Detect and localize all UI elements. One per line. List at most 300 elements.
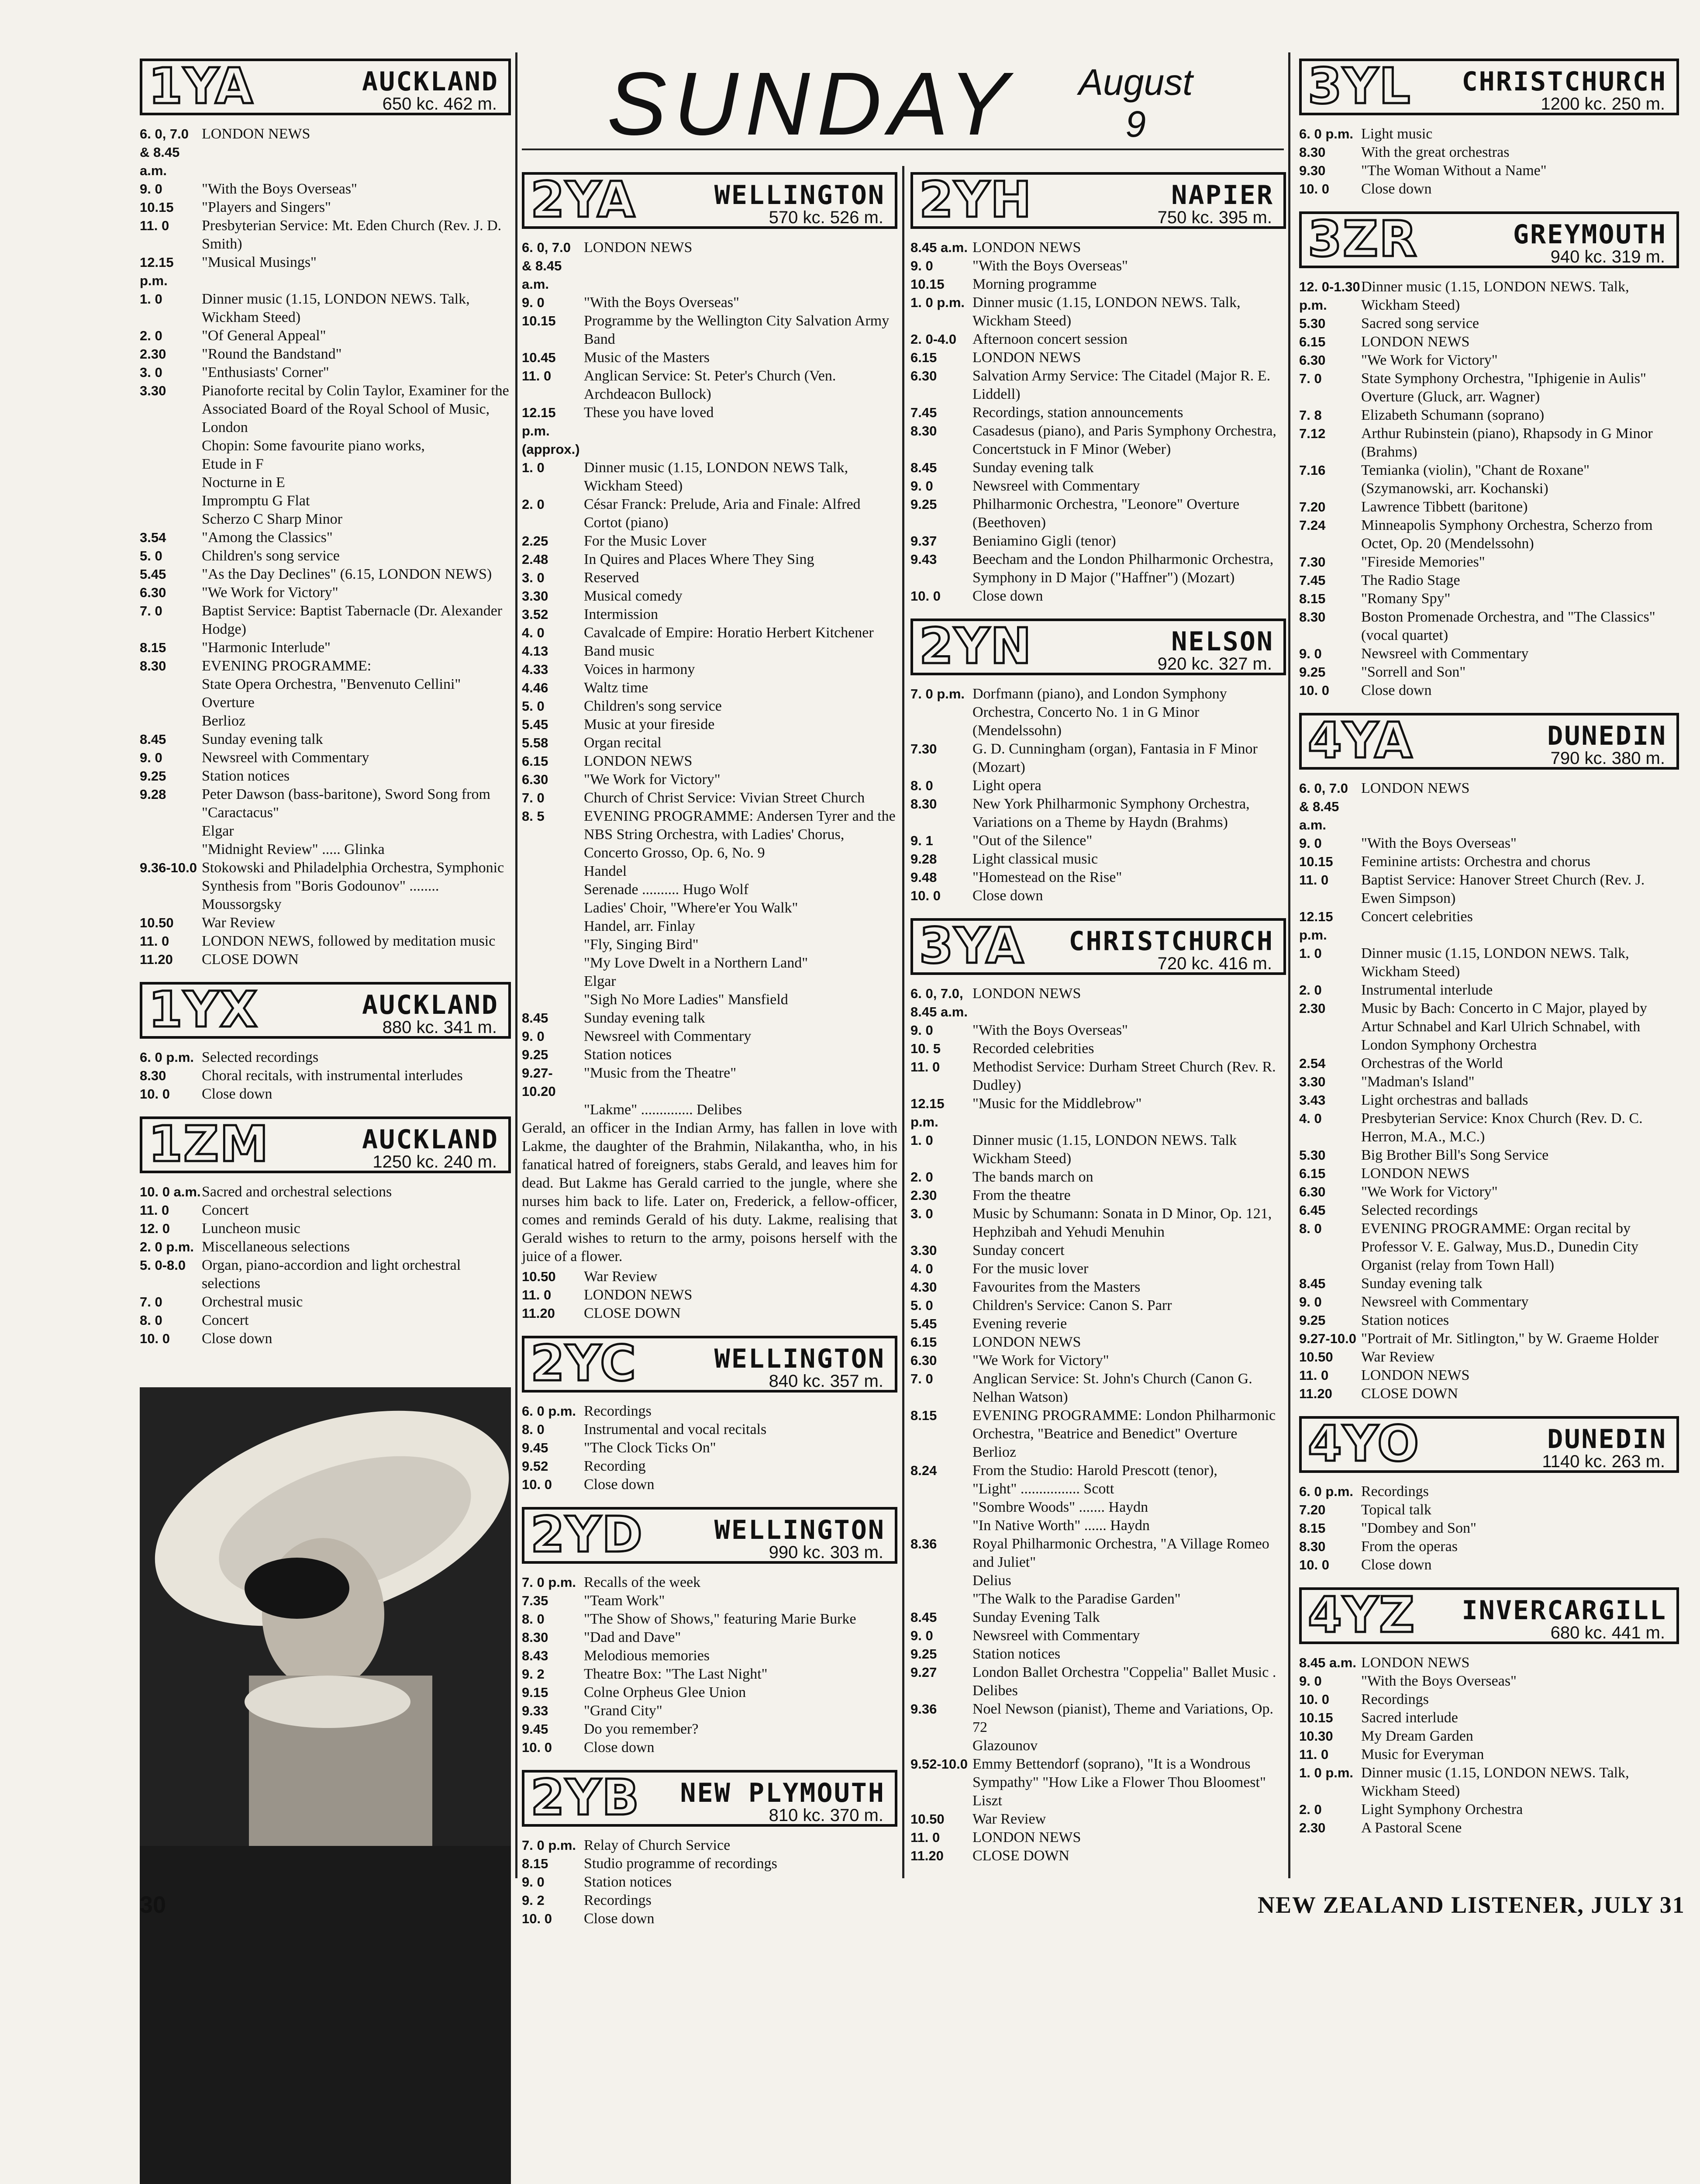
schedule-time: 10. 0 <box>910 588 941 604</box>
schedule-item <box>910 1462 1286 1480</box>
schedule-time: 7.20 <box>1299 499 1326 515</box>
schedule-time: 9. 0 <box>910 1628 933 1643</box>
schedule-time <box>910 1737 972 1755</box>
schedule-time: 8.30 <box>522 1630 548 1645</box>
schedule-time: 3.43 <box>1299 1092 1326 1108</box>
schedule-item <box>522 1268 897 1286</box>
schedule-programme: For the Music Lover <box>584 533 707 549</box>
schedule-item <box>140 1085 511 1103</box>
schedule-time: 6.15 <box>522 753 548 769</box>
schedule-item <box>910 294 1286 330</box>
schedule-time: 9. 0 <box>140 750 162 765</box>
schedule-item <box>1299 681 1679 700</box>
schedule-item <box>522 752 897 771</box>
station-header-1ya <box>140 59 511 115</box>
schedule-programme: "In Native Worth" ...... Haydn <box>972 1517 1150 1534</box>
schedule-3ya <box>910 985 1286 1865</box>
schedule-programme: Recalls of the week <box>584 1574 701 1590</box>
schedule-2yh <box>910 238 1286 605</box>
schedule-item <box>910 1021 1286 1040</box>
schedule-item <box>522 605 897 624</box>
schedule-programme: Chopin: Some favourite piano works, <box>202 438 425 454</box>
schedule-programme: LONDON NEWS <box>1361 1367 1470 1383</box>
schedule-programme: Etude in F <box>202 456 264 472</box>
schedule-time: 6.15 <box>1299 1166 1326 1181</box>
schedule-programme: Liszt <box>972 1793 1002 1809</box>
schedule-programme: Sacred song service <box>1361 315 1479 332</box>
schedule-programme: Music by Bach: Concerto in C Major, played by Artur Schnabel and Karl Ulrich Schnabel, with London Symphony Orchestra <box>1361 1000 1647 1053</box>
schedule-item <box>1299 498 1679 516</box>
column-1 <box>140 52 511 2184</box>
schedule-programme: Elizabeth Schumann (soprano) <box>1361 407 1545 423</box>
schedule-programme: LONDON NEWS <box>1361 780 1470 796</box>
schedule-item <box>522 459 897 495</box>
schedule-programme: Salvation Army Service: The Citadel (Major R. E. Liddell) <box>972 368 1271 402</box>
schedule-time: 4. 0 <box>1299 1111 1322 1126</box>
callsign-logo: 2YD <box>531 1507 643 1563</box>
schedule-item <box>910 685 1286 740</box>
schedule-time: 9.43 <box>910 552 937 567</box>
schedule-time <box>140 492 202 510</box>
schedule-item <box>522 1910 897 1928</box>
callsign-logo: 3YL <box>1308 58 1411 115</box>
schedule-item <box>140 565 511 584</box>
schedule-time: 8.30 <box>140 1068 166 1083</box>
publication-footer: NEW ZEALAND LISTENER, JULY 31 <box>1258 1892 1685 1918</box>
schedule-2ya-end <box>522 1268 897 1323</box>
schedule-time: 10.15 <box>522 313 556 328</box>
schedule-programme: EVENING PROGRAMME: Organ recital by Professor V. E. Galway, Mus.D., Dunedin City Organist (relay from Town Hall) <box>1361 1220 1638 1273</box>
schedule-programme: Station notices <box>972 1646 1061 1662</box>
schedule-time: 12.15 p.m. (approx.) <box>522 405 580 457</box>
schedule-programme: My Dream Garden <box>1361 1728 1473 1744</box>
schedule-programme: Favourites from the Masters <box>972 1279 1141 1295</box>
schedule-time: 9. 0 <box>522 295 545 310</box>
schedule-4yo <box>1299 1482 1679 1574</box>
schedule-programme: LONDON NEWS <box>202 126 310 142</box>
schedule-programme: LONDON NEWS <box>972 239 1081 256</box>
schedule-time: 8. 0 <box>910 778 933 793</box>
schedule-programme: Newsreel with Commentary <box>972 1628 1140 1644</box>
schedule-programme: The Radio Stage <box>1361 572 1460 588</box>
schedule-programme: Recordings <box>584 1403 652 1419</box>
schedule-programme: In Quires and Places Where They Sing <box>584 551 814 567</box>
schedule-item <box>522 1439 897 1457</box>
schedule-2yn <box>910 685 1286 905</box>
schedule-item <box>522 1665 897 1683</box>
station-city: CHRISTCHURCH <box>1069 926 1274 957</box>
schedule-programme: "Dad and Dave" <box>584 1629 681 1645</box>
schedule-item <box>522 404 897 459</box>
schedule-item <box>1299 908 1679 944</box>
schedule-1yx <box>140 1048 511 1103</box>
schedule-time: 10.15 <box>910 276 945 292</box>
schedule-item <box>522 1476 897 1494</box>
schedule-programme: Intermission <box>584 606 658 622</box>
schedule-time: 9.36 <box>910 1701 937 1717</box>
schedule-time: 10. 0 <box>1299 1692 1329 1707</box>
schedule-item <box>1299 1330 1679 1348</box>
schedule-item <box>522 660 897 679</box>
schedule-item <box>1299 1538 1679 1556</box>
schedule-item <box>140 382 511 437</box>
schedule-programme: Recordings, station announcements <box>972 404 1183 421</box>
schedule-programme: "The Woman Without a Name" <box>1361 162 1547 179</box>
schedule-time: 7. 0 <box>140 1294 162 1310</box>
schedule-time: 10.15 <box>140 200 174 215</box>
schedule-item <box>1299 278 1679 314</box>
schedule-time: 9. 1 <box>910 833 933 848</box>
schedule-time: 10.15 <box>1299 854 1333 869</box>
schedule-item <box>140 327 511 345</box>
schedule-item <box>910 1278 1286 1296</box>
schedule-time: 10. 0 <box>1299 683 1329 698</box>
schedule-item <box>140 749 511 767</box>
schedule-item <box>140 602 511 639</box>
schedule-programme: "As the Day Declines" (6.15, LONDON NEWS) <box>202 566 492 582</box>
page-title: SUNDAY <box>607 54 1016 154</box>
schedule-item <box>522 679 897 697</box>
schedule-programme: EVENING PROGRAMME: London Philharmonic Orchestra, "Beatrice and Benedict" Overture <box>972 1407 1276 1442</box>
schedule-item <box>522 1647 897 1665</box>
schedule-programme: Organ recital <box>584 735 662 751</box>
schedule-programme: Beniamino Gigli (tenor) <box>972 533 1116 549</box>
schedule-item <box>1299 1654 1679 1672</box>
callsign-logo: 1ZM <box>148 1116 269 1173</box>
schedule-time: 9.25 <box>910 497 937 512</box>
schedule-2ya <box>522 238 897 1119</box>
schedule-programme: From the theatre <box>972 1187 1071 1203</box>
callsign-logo: 1YA <box>148 58 254 115</box>
schedule-programme: Light opera <box>972 778 1041 794</box>
schedule-programme: EVENING PROGRAMME: <box>202 658 372 674</box>
schedule-item <box>1299 1165 1679 1183</box>
schedule-programme: LONDON NEWS <box>972 1334 1081 1350</box>
schedule-item <box>910 238 1286 257</box>
schedule-programme: "Portrait of Mr. Sitlington," by W. Graeme Holder <box>1361 1330 1659 1347</box>
schedule-item <box>910 1131 1286 1168</box>
schedule-time <box>140 822 202 840</box>
schedule-time: 2. 0 <box>140 328 162 343</box>
schedule-time: 11. 0 <box>910 1830 940 1845</box>
schedule-time: 6. 0, 7.0 & 8.45 a.m. <box>140 126 189 178</box>
schedule-time: 2.30 <box>1299 1820 1326 1835</box>
schedule-time: 9.25 <box>1299 664 1326 680</box>
schedule-programme: Dorfmann (piano), and London Symphony Orchestra, Concerto No. 1 in G Minor (Mendelssohn) <box>972 686 1227 739</box>
schedule-programme: Noel Newson (pianist), Theme and Variations, Op. 72 <box>972 1701 1273 1735</box>
schedule-item <box>522 569 897 587</box>
schedule-item <box>522 1610 897 1628</box>
station-frequency: 720 kc. 416 m. <box>1157 954 1272 973</box>
schedule-item <box>522 807 897 862</box>
schedule-time <box>140 455 202 473</box>
schedule-item <box>140 950 511 969</box>
schedule-programme: Nocturne in E <box>202 474 285 491</box>
schedule-time: 8.24 <box>910 1463 937 1478</box>
schedule-time: 9.25 <box>1299 1313 1326 1328</box>
schedule-item <box>910 1627 1286 1645</box>
schedule-programme: War Review <box>972 1811 1046 1827</box>
schedule-time <box>910 1590 972 1608</box>
schedule-time: 6. 0, 7.0 & 8.45 a.m. <box>1299 781 1348 833</box>
schedule-item <box>910 275 1286 294</box>
station-header-4yo <box>1299 1416 1679 1473</box>
schedule-programme: Topical talk <box>1361 1502 1431 1518</box>
schedule-time: 9.36-10.0 <box>140 860 197 875</box>
schedule-programme: "We Work for Victory" <box>1361 352 1498 368</box>
schedule-time: 10. 0 <box>522 1740 552 1755</box>
schedule-item <box>1299 1819 1679 1837</box>
schedule-time: 8.30 <box>140 658 166 674</box>
schedule-time <box>522 972 584 991</box>
schedule-programme: Orchestras of the World <box>1361 1055 1503 1071</box>
schedule-time: 3.52 <box>522 607 548 622</box>
schedule-item <box>522 991 897 1009</box>
schedule-programme: Reserved <box>584 570 639 586</box>
schedule-time: 9.28 <box>910 851 937 867</box>
schedule-item <box>1299 1385 1679 1403</box>
schedule-item <box>910 1205 1286 1241</box>
schedule-item <box>910 1040 1286 1058</box>
schedule-item <box>1299 125 1679 143</box>
schedule-time: 6.30 <box>910 1353 937 1368</box>
schedule-programme: Dinner music (1.15, LONDON NEWS. Talk, Wickham Steed) <box>202 291 470 325</box>
schedule-item <box>1299 834 1679 853</box>
schedule-item <box>1299 590 1679 608</box>
station-city: CHRISTCHURCH <box>1462 66 1667 97</box>
schedule-time: 5.30 <box>1299 1147 1326 1163</box>
schedule-programme: "Enthusiasts' Corner" <box>202 364 329 380</box>
schedule-programme: Pianoforte recital by Colin Taylor, Examiner for the Associated Board of the Royal School of Music, London <box>202 383 509 435</box>
schedule-programme: Do you remember? <box>584 1721 699 1737</box>
callsign-logo: 2YB <box>531 1769 640 1826</box>
schedule-time: 11. 0 <box>140 218 169 233</box>
schedule-time: 2. 0 <box>910 1169 933 1185</box>
schedule-programme: London Ballet Orchestra "Coppelia" Ballet Music . Delibes <box>972 1664 1276 1699</box>
schedule-time: 3.30 <box>140 383 166 398</box>
schedule-time: 10. 0 <box>140 1331 170 1346</box>
schedule-time: 2.30 <box>910 1188 937 1203</box>
schedule-item <box>140 859 511 914</box>
schedule-item <box>910 1755 1286 1792</box>
schedule-item <box>1299 553 1679 571</box>
schedule-item <box>140 290 511 327</box>
schedule-programme: Concert <box>202 1312 249 1328</box>
schedule-programme: "Among the Classics" <box>202 529 333 546</box>
schedule-time: 10.50 <box>522 1269 556 1284</box>
schedule-item <box>140 1238 511 1256</box>
schedule-item <box>522 1891 897 1910</box>
schedule-time: 4.33 <box>522 662 548 677</box>
column-2 <box>522 166 897 1928</box>
schedule-programme: Baptist Service: Baptist Tabernacle (Dr. Alexander Hodge) <box>202 603 503 637</box>
schedule-programme: Sacred interlude <box>1361 1710 1458 1726</box>
schedule-item <box>910 330 1286 349</box>
schedule-programme: Arthur Rubinstein (piano), Rhapsody in G Minor (Brahms) <box>1361 425 1653 460</box>
schedule-item <box>1299 1293 1679 1311</box>
schedule-programme: LONDON NEWS <box>584 753 693 769</box>
schedule-4ya <box>1299 779 1679 1403</box>
schedule-time <box>140 437 202 455</box>
callsign-logo: 4YO <box>1308 1416 1420 1472</box>
schedule-programme: From the Studio: Harold Prescott (tenor), <box>972 1462 1217 1479</box>
schedule-programme: These you have loved <box>584 404 714 421</box>
schedule-time: 8.15 <box>522 1856 548 1871</box>
schedule-programme: Cavalcade of Empire: Horatio Herbert Kitchener <box>584 625 874 641</box>
schedule-programme: State Symphony Orchestra, "Iphigenie in Aulis" Overture (Gluck, arr. Wagner) <box>1361 370 1646 405</box>
schedule-time <box>910 1517 972 1535</box>
station-frequency: 750 kc. 395 m. <box>1157 208 1272 227</box>
schedule-programme: Close down <box>202 1086 272 1102</box>
schedule-4yz <box>1299 1654 1679 1837</box>
schedule-time: 5. 0 <box>140 548 162 563</box>
schedule-time: 2.54 <box>1299 1056 1326 1071</box>
schedule-time: 6.15 <box>1299 334 1326 349</box>
schedule-programme: Sacred and orchestral selections <box>202 1184 392 1200</box>
schedule-item <box>1299 1073 1679 1091</box>
schedule-item <box>1299 608 1679 645</box>
schedule-item <box>140 639 511 657</box>
schedule-time: 9.25 <box>910 1646 937 1662</box>
schedule-programme: Close down <box>584 1739 655 1755</box>
schedule-item <box>1299 1146 1679 1165</box>
schedule-time <box>522 917 584 936</box>
schedule-programme: Berlioz <box>972 1444 1017 1460</box>
schedule-item <box>1299 779 1679 834</box>
schedule-item <box>1299 351 1679 370</box>
schedule-programme: "With the Boys Overseas" <box>1361 1673 1517 1689</box>
schedule-item <box>910 1406 1286 1443</box>
schedule-item <box>910 740 1286 777</box>
schedule-programme: Glazounov <box>972 1738 1038 1754</box>
schedule-item <box>522 349 897 367</box>
schedule-time: 10. 0 <box>1299 181 1329 197</box>
schedule-time: 8.45 <box>910 1610 937 1625</box>
station-header-4ya <box>1299 713 1679 770</box>
callsign-logo: 3ZR <box>1308 211 1418 268</box>
schedule-item <box>140 253 511 290</box>
schedule-programme: New York Philharmonic Symphony Orchestra, Variations on a Theme by Haydn (Brahms) <box>972 796 1250 830</box>
schedule-time: 4.13 <box>522 643 548 659</box>
schedule-item <box>1299 1109 1679 1146</box>
schedule-time: 10.30 <box>1299 1728 1333 1744</box>
schedule-programme: Instrumental and vocal recitals <box>584 1421 767 1438</box>
schedule-time: 9. 0 <box>1299 836 1322 851</box>
schedule-programme: Orchestral music <box>202 1294 303 1310</box>
schedule-item <box>910 795 1286 832</box>
schedule-programme: "Fireside Memories" <box>1361 554 1485 570</box>
station-city: AUCKLAND <box>362 1124 499 1155</box>
schedule-time: 6.30 <box>1299 1184 1326 1199</box>
callsign-logo: 2YC <box>531 1335 637 1392</box>
schedule-programme: Recordings <box>584 1892 652 1908</box>
schedule-item <box>910 1590 1286 1608</box>
schedule-item <box>522 1304 897 1323</box>
schedule-time: 9.15 <box>522 1685 548 1700</box>
schedule-programme: Programme by the Wellington City Salvation Army Band <box>584 313 890 347</box>
schedule-time: 5. 0 <box>522 698 545 714</box>
schedule-time <box>910 1480 972 1498</box>
schedule-programme: The bands march on <box>972 1169 1093 1185</box>
schedule-programme: "Homestead on the Rise" <box>972 869 1122 885</box>
schedule-time: 1. 0 <box>910 1133 933 1148</box>
schedule-programme: Instrumental interlude <box>1361 982 1493 998</box>
schedule-programme: Recordings <box>1361 1691 1429 1707</box>
schedule-item <box>910 1498 1286 1517</box>
schedule-item <box>910 1186 1286 1205</box>
schedule-programme: "Sombre Woods" ....... Haydn <box>972 1499 1148 1515</box>
schedule-programme: A Pastoral Scene <box>1361 1820 1462 1836</box>
schedule-programme: Light orchestras and ballads <box>1361 1092 1528 1108</box>
schedule-programme: Sunday evening talk <box>972 460 1094 476</box>
schedule-item <box>1299 1727 1679 1745</box>
schedule-item <box>522 624 897 642</box>
schedule-programme: Delius <box>972 1572 1011 1589</box>
schedule-item <box>910 1241 1286 1260</box>
schedule-item <box>522 294 897 312</box>
schedule-item <box>522 1738 897 1757</box>
schedule-time: 9.45 <box>522 1721 548 1737</box>
schedule-time: 9.25 <box>522 1047 548 1062</box>
schedule-item <box>140 547 511 565</box>
schedule-programme: War Review <box>202 915 276 931</box>
schedule-time: 8. 0 <box>522 1611 545 1627</box>
schedule-time: 7. 0 <box>910 1371 933 1386</box>
station-city: AUCKLAND <box>362 990 499 1020</box>
schedule-item <box>522 734 897 752</box>
schedule-item <box>522 1683 897 1702</box>
schedule-item <box>140 822 511 840</box>
station-city: NAPIER <box>1171 180 1274 211</box>
schedule-time: 10.50 <box>1299 1349 1333 1365</box>
schedule-time: 7.30 <box>910 741 937 757</box>
schedule-programme: From the operas <box>1361 1538 1458 1555</box>
schedule-item <box>910 777 1286 795</box>
schedule-time: 8.15 <box>910 1408 937 1423</box>
schedule-item <box>910 985 1286 1021</box>
schedule-programme: Organ, piano-accordion and light orchestral selections <box>202 1257 461 1292</box>
station-header-2yb <box>522 1770 897 1827</box>
schedule-item <box>910 495 1286 532</box>
schedule-programme: For the music lover <box>972 1261 1089 1277</box>
schedule-time: 10.50 <box>140 915 174 930</box>
schedule-item <box>522 899 897 917</box>
schedule-time: 11. 0 <box>140 933 169 949</box>
schedule-time: 6. 0 p.m. <box>1299 1484 1354 1499</box>
station-header-3zr <box>1299 211 1679 268</box>
schedule-programme: "Dombey and Son" <box>1361 1520 1476 1536</box>
schedule-programme: Handel, arr. Finlay <box>584 918 695 934</box>
schedule-item <box>522 881 897 899</box>
schedule-item <box>522 1836 897 1855</box>
station-frequency: 1200 kc. 250 m. <box>1541 94 1665 114</box>
schedule-programme: LONDON NEWS <box>1361 334 1470 350</box>
schedule-item <box>910 1792 1286 1810</box>
schedule-item <box>140 437 511 455</box>
schedule-item <box>522 954 897 972</box>
schedule-programme: Sunday evening talk <box>202 731 323 747</box>
schedule-programme: "The Clock Ticks On" <box>584 1440 716 1456</box>
schedule-time: 12.15 p.m. <box>910 1096 945 1130</box>
schedule-item <box>910 1095 1286 1131</box>
schedule-time: 5.58 <box>522 735 548 750</box>
schedule-programme: Dinner music (1.15, LONDON NEWS. Talk Wickham Steed) <box>972 1132 1237 1167</box>
schedule-time: 5.30 <box>1299 316 1326 331</box>
schedule-time: 1. 0 <box>1299 946 1322 961</box>
schedule-programme: Close down <box>972 588 1043 604</box>
station-header-4yz <box>1299 1587 1679 1644</box>
schedule-item <box>522 1873 897 1891</box>
